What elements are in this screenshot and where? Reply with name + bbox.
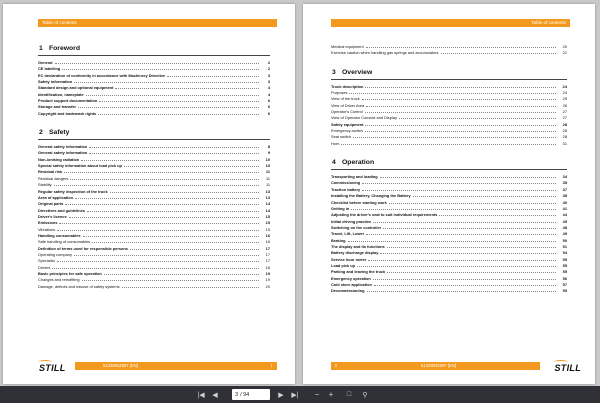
leader-dots xyxy=(82,277,259,281)
entry-page-number: 27 xyxy=(562,109,567,115)
entry-label: Vibrations xyxy=(38,226,56,232)
entry-page-number: 57 xyxy=(562,281,567,287)
entry-label: Seat switch xyxy=(331,134,351,140)
entry-label: Stability xyxy=(38,182,52,188)
leader-dots xyxy=(366,44,556,48)
entry-page-number: 55 xyxy=(562,262,567,268)
section-heading[interactable] xyxy=(38,126,270,140)
entry-page-number: 24 xyxy=(562,90,567,96)
leader-dots xyxy=(92,239,259,243)
entry-page-number: 15 xyxy=(265,220,270,226)
entry-page-number: 2 xyxy=(267,66,270,72)
entry-label: Braking xyxy=(331,237,346,243)
toc-section xyxy=(331,156,567,295)
entry-page-number: 18 xyxy=(265,264,270,270)
entry-label: Non-ionising radiation xyxy=(38,156,80,162)
total-pages: / 94 xyxy=(240,391,250,398)
leader-dots xyxy=(64,169,259,173)
next-page-icon[interactable]: ▶ xyxy=(278,391,284,399)
section-divider xyxy=(38,55,270,56)
entry-page-number: 16 xyxy=(265,239,270,245)
entry-label: Area of application xyxy=(38,194,74,200)
leader-dots xyxy=(366,103,556,107)
entry-label: Decommissioning xyxy=(331,288,365,294)
spacer xyxy=(331,57,567,66)
page-header xyxy=(38,19,277,27)
entry-page-number: 20 xyxy=(265,283,270,289)
leader-dots xyxy=(399,115,556,119)
entry-label: Copyright and trademark rights xyxy=(38,110,97,116)
entry-label: Regular safety inspection of the truck xyxy=(38,188,108,194)
entry-page-number: 35 xyxy=(562,180,567,186)
entry-label: Switching on the controller xyxy=(331,224,382,230)
entry-label: Driver's licence xyxy=(38,213,67,219)
leader-dots xyxy=(81,157,259,161)
leader-dots xyxy=(357,263,556,267)
prev-page-icon[interactable]: ◀ xyxy=(212,391,218,399)
leader-dots xyxy=(115,85,259,89)
entry-page-number: 26 xyxy=(562,102,567,108)
toc-entry[interactable] xyxy=(331,288,567,294)
leader-dots xyxy=(74,79,259,83)
entry-label: General xyxy=(38,60,53,65)
entry-label: Specialist xyxy=(38,258,55,264)
entry-label: View of Driver Area xyxy=(331,102,365,108)
entry-label: Operator's Control xyxy=(331,109,363,115)
section-title: Foreword xyxy=(49,45,80,52)
leader-dots xyxy=(341,141,556,145)
entry-label: View of the truck xyxy=(331,96,360,102)
entry-label: Safe handling of consumables xyxy=(38,239,91,245)
leader-dots xyxy=(383,225,556,229)
entry-page-number: 20 xyxy=(562,44,567,49)
right-page xyxy=(303,4,595,384)
leader-dots xyxy=(99,98,259,102)
entry-label: Operating company xyxy=(38,251,72,257)
entry-page-number: 6 xyxy=(267,104,270,110)
entry-page-number: 17 xyxy=(265,245,270,251)
fit-page-icon[interactable]: □ xyxy=(346,391,352,398)
still-logo xyxy=(39,363,66,373)
entry-page-number: 55 xyxy=(562,256,567,262)
entry-page-number: 28 xyxy=(562,134,567,140)
entry-page-number: 2 xyxy=(267,60,270,65)
entry-page-number: 17 xyxy=(265,258,270,264)
header-title: Table of contents xyxy=(531,20,566,25)
entry-page-number: 10 xyxy=(265,156,270,162)
page-footer xyxy=(75,362,277,370)
entry-page-number: 13 xyxy=(265,188,270,194)
leader-dots xyxy=(362,96,556,100)
entry-label: Transporting and loading xyxy=(331,174,378,180)
entry-label: Directives and guidelines xyxy=(38,207,85,213)
leader-dots xyxy=(439,212,556,216)
entry-label: The display and its functions xyxy=(331,243,385,249)
leader-dots xyxy=(78,104,259,108)
entry-label: Drivers xyxy=(38,264,51,270)
entry-label: Basic principles for safe operation xyxy=(38,270,102,276)
leader-dots xyxy=(362,187,556,191)
section-heading[interactable] xyxy=(331,156,567,170)
entry-page-number: 54 xyxy=(562,250,567,256)
leader-dots xyxy=(374,282,556,286)
leader-dots xyxy=(362,180,556,184)
entry-label: Horn xyxy=(331,140,340,146)
entry-page-number: 14 xyxy=(265,201,270,207)
leader-dots xyxy=(70,176,259,180)
leader-dots xyxy=(365,128,556,132)
entry-page-number: 11 xyxy=(265,169,270,175)
leader-dots xyxy=(389,200,556,204)
leader-dots xyxy=(167,73,259,77)
leader-dots xyxy=(74,252,259,256)
leader-dots xyxy=(373,276,556,280)
entry-page-number: 19 xyxy=(265,270,270,276)
entry-page-number: 21 xyxy=(562,50,567,56)
entry-label: General safety information xyxy=(38,144,88,150)
entry-page-number: 11 xyxy=(265,175,270,181)
leader-dots xyxy=(349,90,556,94)
entry-page-number: 6 xyxy=(267,98,270,104)
leader-dots xyxy=(367,288,556,292)
entry-label: Commissioning xyxy=(331,180,361,186)
toc-section xyxy=(331,66,567,147)
page-header xyxy=(331,19,570,27)
leader-dots xyxy=(413,193,556,197)
entry-label: CE labelling xyxy=(38,66,61,72)
logo-arc-icon xyxy=(554,360,568,364)
entry-page-number: 10 xyxy=(265,163,270,169)
entry-page-number: 45 xyxy=(562,218,567,224)
spacer xyxy=(331,147,567,156)
logo-arc-icon xyxy=(38,360,52,364)
leader-dots xyxy=(65,201,259,205)
section-divider xyxy=(38,139,270,140)
zoom-in-icon[interactable]: + xyxy=(328,390,334,399)
entry-page-number: 59 xyxy=(562,288,567,294)
entry-label: Service hour meter xyxy=(331,256,367,262)
entry-label: Residual risk xyxy=(38,169,63,175)
entry-page-number: 38 xyxy=(562,193,567,199)
entry-page-number: 9 xyxy=(267,150,270,156)
toc-section xyxy=(38,126,270,290)
entry-page-number: 8 xyxy=(267,144,270,150)
footer-page-number: II xyxy=(335,363,338,368)
section-title: Safety xyxy=(49,129,70,137)
entry-page-number: 25 xyxy=(562,96,567,102)
entry-page-number: 27 xyxy=(562,115,567,121)
entry-label: View of Operator Console and Display xyxy=(331,115,397,121)
leader-dots xyxy=(59,220,259,224)
leader-dots xyxy=(86,92,259,96)
entry-page-number: 55 xyxy=(562,269,567,275)
leader-dots xyxy=(110,189,259,193)
leader-dots xyxy=(52,265,259,269)
entry-page-number: 3 xyxy=(267,72,270,78)
leader-dots xyxy=(122,284,259,288)
search-icon[interactable]: ⚲ xyxy=(362,391,368,399)
leader-dots xyxy=(373,219,556,223)
entry-label: Adjusting the driver's seat to suit individual requirements xyxy=(331,212,438,218)
entry-page-number: 51 xyxy=(562,243,567,249)
entry-label: Truck description xyxy=(331,83,364,89)
table-of-contents xyxy=(331,44,567,295)
leader-dots xyxy=(62,66,259,70)
entry-page-number: 4 xyxy=(267,91,270,97)
entry-page-number: 15 xyxy=(265,213,270,219)
entry-label: Identification, nameplate xyxy=(38,91,84,97)
leader-dots xyxy=(83,233,259,237)
leader-dots xyxy=(89,144,259,148)
first-page-icon[interactable]: |◀ xyxy=(197,391,205,399)
document-code: 51328042597 [EN] xyxy=(103,363,138,368)
leader-dots xyxy=(387,269,556,273)
section-title: Operation xyxy=(342,159,375,167)
entry-page-number: 15 xyxy=(265,226,270,232)
entry-label: General safety information xyxy=(38,150,88,156)
entry-page-number: 44 xyxy=(562,212,567,218)
entry-page-number: 17 xyxy=(265,251,270,257)
entry-page-number: 37 xyxy=(562,186,567,192)
entry-label: Cold store application xyxy=(331,281,372,287)
section-divider xyxy=(331,79,567,80)
leader-dots xyxy=(365,84,556,88)
entry-page-number: 28 xyxy=(562,128,567,134)
entry-label: Initial driving practice xyxy=(331,218,372,224)
entry-page-number: 49 xyxy=(562,231,567,237)
entry-label: Load pick up xyxy=(331,262,355,268)
entry-label: Traction battery xyxy=(331,186,361,192)
leader-dots xyxy=(55,60,260,64)
entry-label: Damage, defects and misuse of safety systems xyxy=(38,283,120,289)
section-divider xyxy=(331,169,567,170)
entry-label: Product support documentation xyxy=(38,98,98,104)
logo-text: STILL xyxy=(39,363,66,373)
leader-dots xyxy=(57,227,259,231)
leader-dots xyxy=(380,250,556,254)
entry-label: Handling consumables xyxy=(38,232,81,238)
leader-dots xyxy=(380,174,556,178)
last-page-icon[interactable]: ▶| xyxy=(291,391,299,399)
entry-label: Medical equipment xyxy=(331,44,364,49)
section-number: 1 xyxy=(39,45,43,52)
section-number: 2 xyxy=(39,129,43,137)
leader-dots xyxy=(69,214,259,218)
header-title: Table of contents xyxy=(42,20,77,25)
table-of-contents xyxy=(38,42,270,290)
section-title: Overview xyxy=(342,68,373,76)
leader-dots xyxy=(98,111,259,115)
leader-dots xyxy=(104,271,259,275)
entry-page-number: 56 xyxy=(562,275,567,281)
leader-dots xyxy=(353,134,556,138)
entry-page-number: 16 xyxy=(265,232,270,238)
entry-label: Travel, Lift, Lower xyxy=(331,231,365,237)
footer-page-number: I xyxy=(270,363,272,368)
entry-page-number: 48 xyxy=(562,224,567,230)
current-page: 3 xyxy=(235,391,239,398)
entry-page-number: 34 xyxy=(562,174,567,180)
entry-label: Checklist before starting work xyxy=(331,199,387,205)
entry-label: Getting in xyxy=(331,205,350,211)
leader-dots xyxy=(441,50,557,54)
section-number: 4 xyxy=(332,159,336,167)
entry-page-number: 4 xyxy=(267,85,270,91)
entry-label: EC declaration of conformity in accordance with Machinery Directive xyxy=(38,72,166,78)
leader-dots xyxy=(57,258,259,262)
leader-dots xyxy=(366,231,556,235)
page-number-input[interactable] xyxy=(232,389,270,400)
entry-label: Purposes xyxy=(331,90,348,96)
entry-page-number: 14 xyxy=(265,207,270,213)
logo-text: STILL xyxy=(554,363,581,373)
leader-dots xyxy=(387,244,556,248)
entry-label: Exercise caution when handling gas springs and accumulators xyxy=(331,50,439,56)
leader-dots xyxy=(365,109,556,113)
entry-page-number: 13 xyxy=(265,194,270,200)
page-footer xyxy=(331,362,540,370)
entry-label: Changes and retrofitting xyxy=(38,277,80,283)
leader-dots xyxy=(365,122,556,126)
section-heading[interactable] xyxy=(38,42,270,56)
entry-label: Original parts xyxy=(38,201,64,207)
zoom-out-icon[interactable]: − xyxy=(314,390,320,399)
section-number: 3 xyxy=(332,68,336,76)
leader-dots xyxy=(130,246,259,250)
entry-label: Special safety information about load pick up xyxy=(38,163,122,169)
leader-dots xyxy=(124,163,259,167)
entry-page-number: 24 xyxy=(562,83,567,89)
leader-dots xyxy=(348,238,557,242)
entry-label: Safety information xyxy=(38,79,73,85)
entry-label: Storage and transfer xyxy=(38,104,77,110)
toc-section xyxy=(38,42,270,117)
toc-entry[interactable] xyxy=(38,284,270,290)
entry-label: Parking and leaving the truck xyxy=(331,269,386,275)
entry-label: Installing the Battery, Changing the Battery xyxy=(331,193,411,199)
entry-page-number: 41 xyxy=(562,205,567,211)
entry-label: Residual dangers xyxy=(38,175,69,181)
entry-page-number: 11 xyxy=(265,182,270,188)
entry-label: Definition of terms used for responsible persons xyxy=(38,245,128,251)
leader-dots xyxy=(54,182,259,186)
entry-label: Standard design and optional equipment xyxy=(38,85,114,91)
leader-dots xyxy=(89,150,259,154)
entry-page-number: 40 xyxy=(562,199,567,205)
entry-page-number: 50 xyxy=(562,237,567,243)
entry-label: Emergency operation xyxy=(331,275,371,281)
left-page xyxy=(3,4,295,384)
leader-dots xyxy=(87,208,259,212)
entry-page-number: 3 xyxy=(267,79,270,85)
entry-page-number: 19 xyxy=(265,277,270,283)
leader-dots xyxy=(368,257,556,261)
leader-dots xyxy=(75,195,259,199)
entry-label: Safety equipment xyxy=(331,121,364,127)
entry-page-number: 28 xyxy=(562,121,567,127)
entry-label: Emergency-switch xyxy=(331,128,363,134)
spacer xyxy=(38,117,270,126)
viewer-toolbar xyxy=(0,386,600,403)
document-code: 51328042597 [EN] xyxy=(421,363,456,368)
entry-page-number: 31 xyxy=(562,140,567,146)
leader-dots xyxy=(351,206,556,210)
entry-label: Battery discharge display xyxy=(331,250,379,256)
entry-page-number: 6 xyxy=(267,110,270,116)
section-heading[interactable] xyxy=(331,66,567,80)
entry-label: Emissions xyxy=(38,220,58,226)
still-logo xyxy=(555,363,582,373)
